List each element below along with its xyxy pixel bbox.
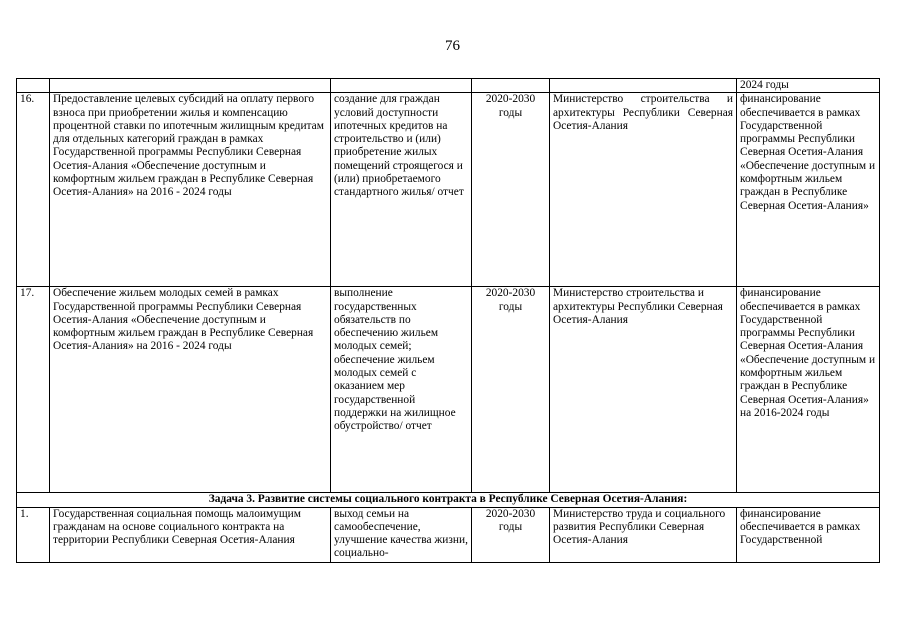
cell-num (17, 79, 50, 93)
table-row (17, 507, 880, 562)
cell-executor: Министерство строительства и архитектуры Республики Северная Осетия-Алания (550, 93, 737, 287)
measures-table (16, 78, 880, 563)
cell-executor (550, 79, 737, 93)
cell-executor: Министерство строительства и архитектуры Республики Северная Осетия-Алания (550, 287, 737, 493)
task-heading-row (17, 493, 880, 507)
cell-note: финансирование обеспечивается в рамках Государственной (737, 507, 880, 562)
cell-result: выход семьи на самообеспечение, улучшение качества жизни, социально- (331, 507, 472, 562)
task-heading: Задача 3. Развитие системы социального контракта в Республике Северная Осетия-Алания: (17, 493, 880, 507)
cell-result: выполнение государственных обязательств по обеспечению жильем молодых семей; обеспечение жильем молодых семей с оказанием мер государственной поддержки на жилищное обустройство/ отчет (331, 287, 472, 493)
cell-num: 1. (17, 507, 50, 562)
cell-note: финансирование обеспечивается в рамках Государственной программы Республики Северная Осетия-Алания «Обеспечение доступным и комфортным жильем граждан в Республике Северная Осетия-Алания» на 2016-2024 годы (737, 287, 880, 493)
cell-name: Предоставление целевых субсидий на оплату первого взноса при приобретении жилья и компенсацию процентной ставки по ипотечным жилищным кредитам для отдельных категорий граждан в рамках Государственной программы Республики Северная Осетия-Алания «Обеспечение доступным и комфортным жильем граждан в Республике Северная Осетия-Алания» на 2016 - 2024 годы (50, 93, 331, 287)
cell-period (472, 79, 550, 93)
cell-note: финансирование обеспечивается в рамках Государственной программы Республики Северная Осетия-Алания «Обеспечение доступным и комфортным жильем граждан в Республике Северная Осетия-Алания» (737, 93, 880, 287)
cell-note: 2024 годы (737, 79, 880, 93)
cell-executor: Министерство труда и социального развития Республики Северная Осетия-Алания (550, 507, 737, 562)
cell-period: 2020-2030 годы (472, 507, 550, 562)
cell-period: 2020-2030 годы (472, 287, 550, 493)
table-row (17, 93, 880, 287)
cell-result: создание для граждан условий доступности ипотечных кредитов на строительство и (или) приобретение жилых помещений строящегося и (или) приобретаемого стандартного жилья/ отчет (331, 93, 472, 287)
cell-name: Обеспечение жильем молодых семей в рамках Государственной программы Республики Северная Осетия-Алания «Обеспечение доступным и комфортным жильем граждан в Республике Северная Осетия-Алания» на 2016 - 2024 годы (50, 287, 331, 493)
page-number: 76 (445, 38, 460, 54)
cell-result (331, 79, 472, 93)
cell-name: Государственная социальная помощь малоимущим гражданам на основе социального контракта на территории Республики Северная Осетия-Алания (50, 507, 331, 562)
cell-num: 17. (17, 287, 50, 493)
cell-num: 16. (17, 93, 50, 287)
table-row (17, 287, 880, 493)
table-row-continuation (17, 79, 880, 93)
cell-period: 2020-2030 годы (472, 93, 550, 287)
cell-name (50, 79, 331, 93)
